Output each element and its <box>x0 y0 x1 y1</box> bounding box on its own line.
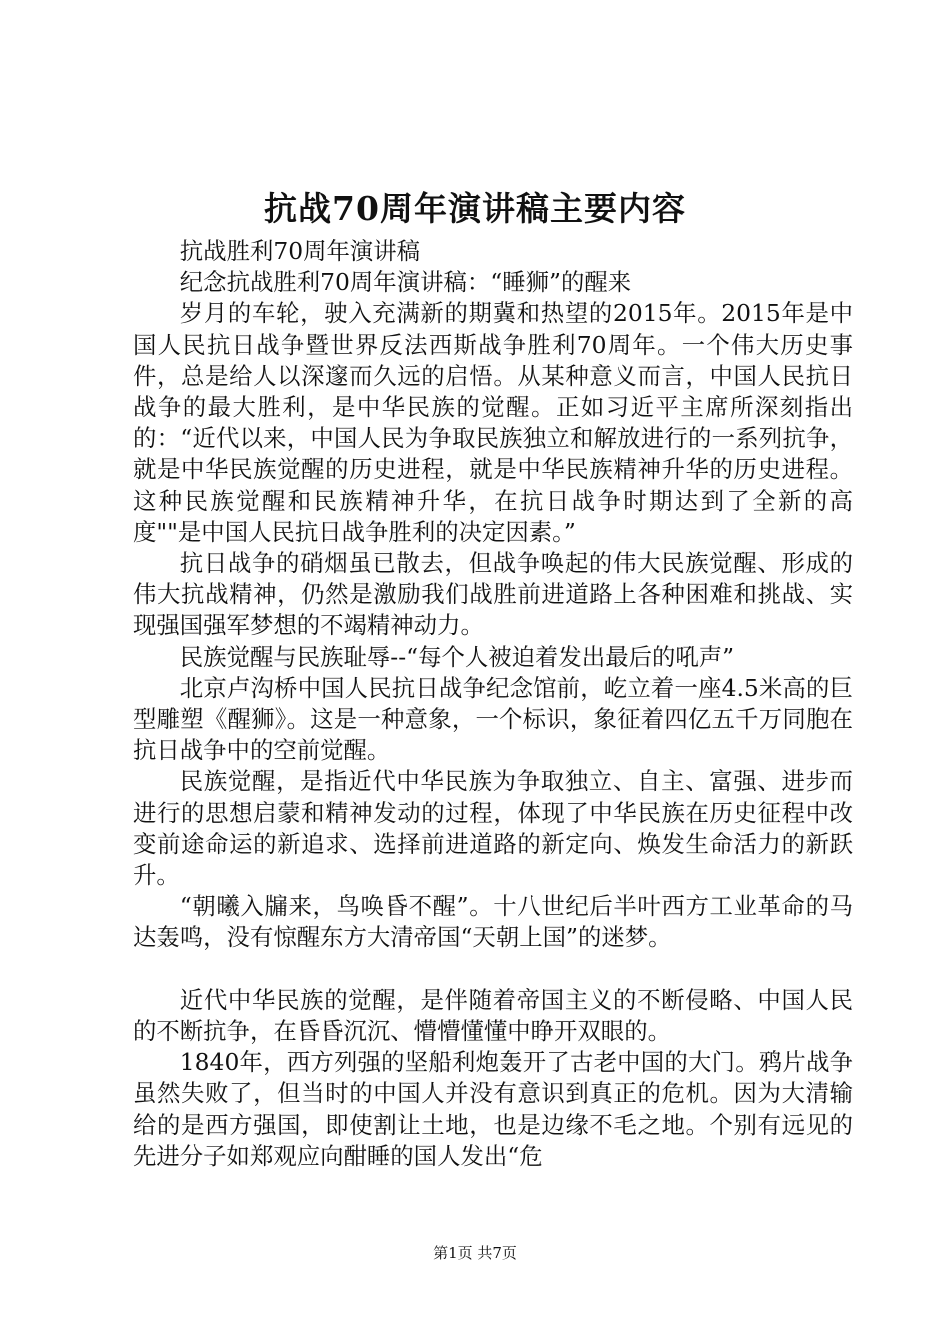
paragraph: 民族觉醒，是指近代中华民族为争取独立、自主、富强、进步而进行的思想启蒙和精神发动的过程，体现了中华民族在历史征程中改变前途命运的新追求、选择前进道路的新定向、焕发生命活力的新跃升。 <box>133 767 853 890</box>
paragraph: 1840年，西方列强的坚船利炮轰开了古老中国的大门。鸦片战争虽然失败了，但当时的中国人并没有意识到真正的危机。因为大清输给的是西方强国，即使割让土地，也是边缘不毛之地。个别有远见的先进分子如郑观应向酣睡的国人发出“危 <box>133 1048 853 1170</box>
paragraph: 纪念抗战胜利70周年演讲稿：“睡狮”的醒来 <box>179 268 632 297</box>
paragraph: 岁月的车轮，驶入充满新的期冀和热望的2015年。2015年是中国人民抗日战争暨世界反法西斯战争胜利70周年。一个伟大历史事件，总是给人以深邃而久远的启悟。从某种意义而言，中国人民抗日战争的最大胜利，是中华民族的觉醒。正如习近平主席所深刻指出的：“近代以来，中国人民为争取民族独立和解放进行的一系列抗争，就是中华民族觉醒的历史进程，就是中华民族精神升华的历史进程。这种民族觉醒和民族精神升华，在抗日战争时期达到了全新的高度""是中国人民抗日战争胜利的决定因素。” <box>133 299 853 546</box>
paragraph: 抗日战争的硝烟虽已散去，但战争唤起的伟大民族觉醒、形成的伟大抗战精神，仍然是激励我们战胜前进道路上各种困难和挑战、实现强国强军梦想的不竭精神动力。 <box>133 549 853 640</box>
paragraph: 近代中华民族的觉醒，是伴随着帝国主义的不断侵略、中国人民的不断抗争，在昏昏沉沉、懵懵懂懂中睁开双眼的。 <box>133 985 853 1046</box>
document-title: 抗战70周年演讲稿主要内容 <box>264 189 686 228</box>
page-footer: 第1页 共7页 <box>433 1244 517 1262</box>
paragraph: 北京卢沟桥中国人民抗日战争纪念馆前，屹立着一座4.5米高的巨型雕塑《醒狮》。这是一种意象，一个标识，象征着四亿五千万同胞在抗日战争中的空前觉醒。 <box>133 673 853 765</box>
document-body <box>133 236 853 1172</box>
paragraph: 民族觉醒与民族耻辱--“每个人被迫着发出最后的吼声” <box>179 642 735 671</box>
paragraph: 抗战胜利70周年演讲稿 <box>179 237 421 265</box>
paragraph: “朝曦入牖来，鸟唤昏不醒”。十八世纪后半叶西方工业革命的马达轰鸣，没有惊醒东方大清帝国“天朝上国”的迷梦。 <box>133 892 853 952</box>
blank-line <box>133 954 853 985</box>
